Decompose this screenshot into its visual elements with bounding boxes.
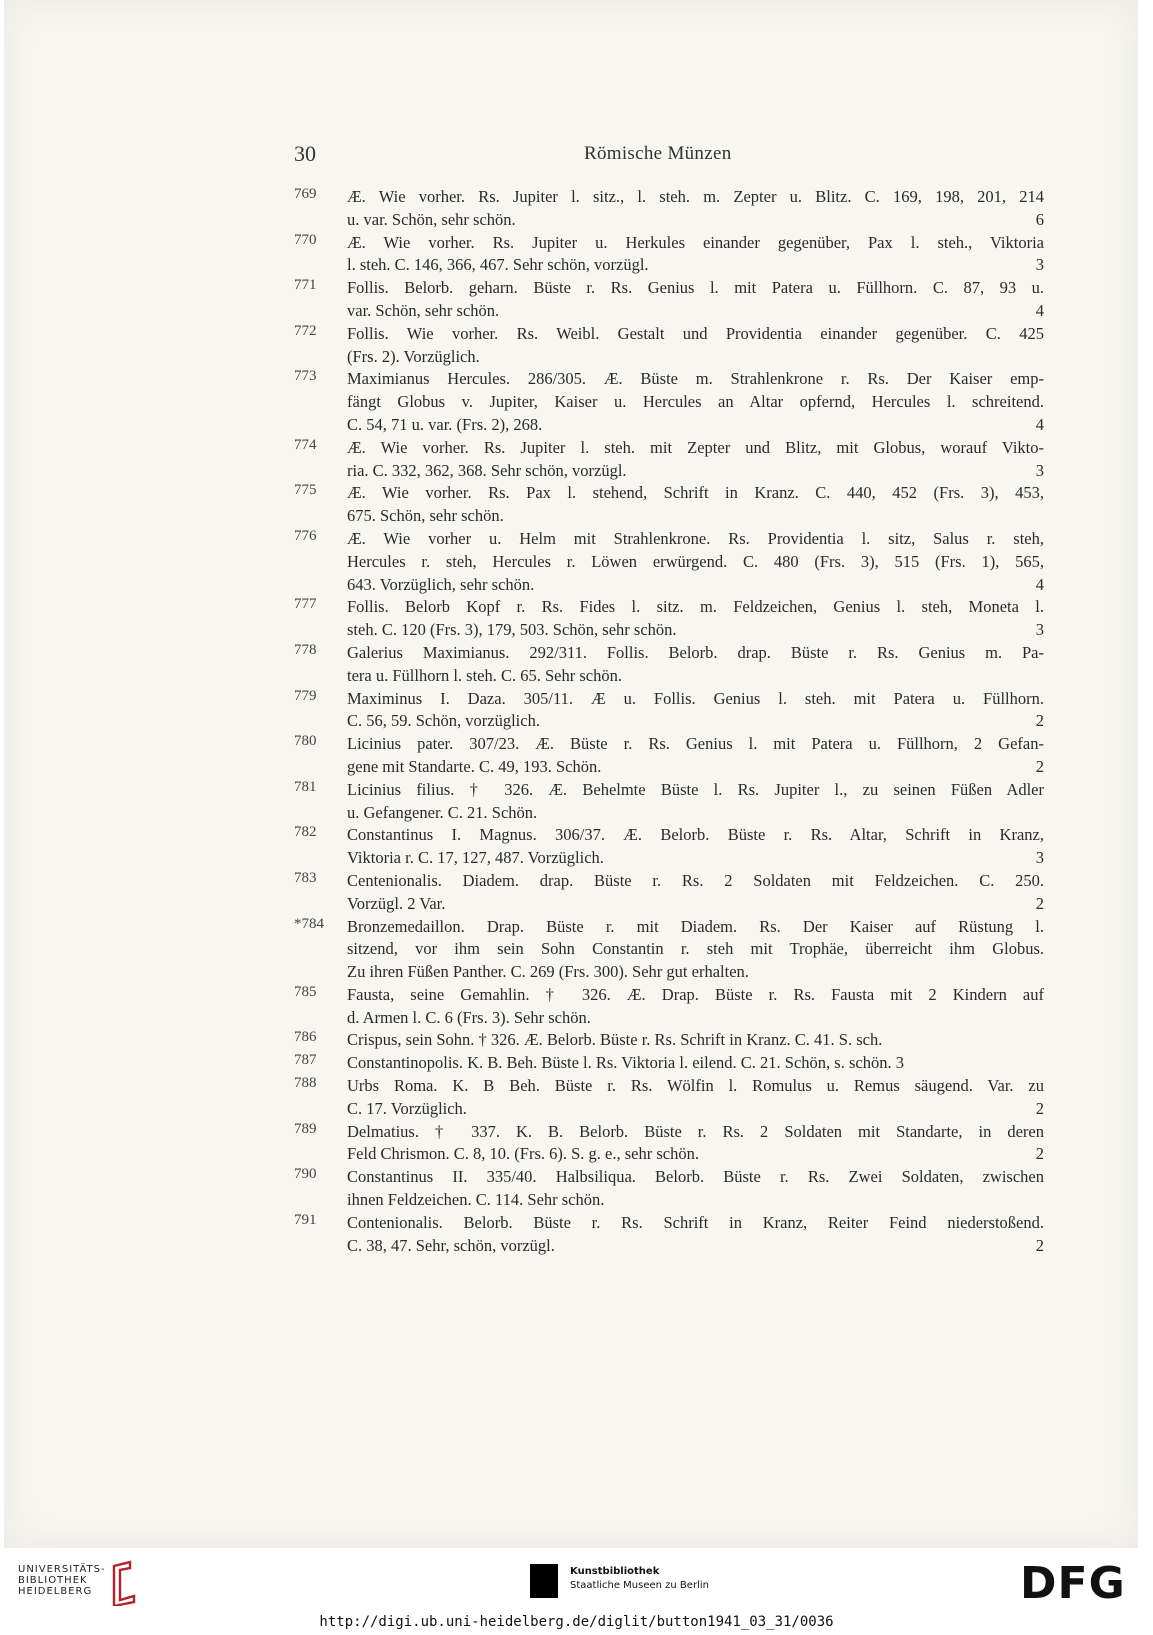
- lot-count: 4: [1035, 574, 1044, 594]
- kunstbibliothek-label[interactable]: [570, 1565, 709, 1593]
- entry-line: Follis. Belorb Kopf r. Rs. Fides l. sitz. m. Feldzeichen, Genius l. steh, Moneta l.: [347, 597, 1044, 617]
- catalogue-entries: [294, 186, 1044, 1257]
- entry-line: Centenionalis. Diadem. drap. Büste r. Rs. 2 Soldaten mit Feldzeichen. C. 250.: [347, 870, 1044, 890]
- catalogue-entry: [294, 482, 1044, 528]
- entry-line: ihnen Feldzeichen. C. 114. Sehr schön.: [347, 1190, 605, 1210]
- entry-number: 779: [294, 687, 317, 704]
- entry-line: Bronzemedaillon. Drap. Büste r. mit Diadem. Rs. Der Kaiser auf Rüstung l.: [347, 916, 1044, 936]
- entry-line: Fausta, seine Gemahlin. † 326. Æ. Drap. Büste r. Rs. Fausta mit 2 Kindern auf: [347, 984, 1044, 1004]
- entry-text: [347, 688, 1044, 734]
- scanned-page: [4, 0, 1138, 1548]
- lot-count: 4: [1035, 300, 1044, 320]
- lot-count: 6: [1035, 209, 1044, 229]
- catalogue-entry: [294, 779, 1044, 825]
- lot-count: 2: [1035, 893, 1044, 913]
- entry-number: 771: [294, 277, 317, 294]
- entry-number: 778: [294, 641, 317, 658]
- catalogue-entry: [294, 277, 1044, 323]
- entry-text: [347, 1075, 1044, 1121]
- entry-number: 781: [294, 778, 317, 795]
- lot-count: 2: [1035, 711, 1044, 731]
- catalogue-entry: [294, 1052, 1044, 1075]
- entry-number: 769: [294, 186, 317, 202]
- entry-line: Feld Chrismon. C. 8, 10. (Frs. 6). S. g. e., sehr schön.: [347, 1144, 699, 1164]
- entry-text: [347, 323, 1044, 369]
- entry-line: Æ. Wie vorher. Rs. Jupiter l. steh. mit Zepter und Blitz, mit Globus, worauf Vikto-: [347, 437, 1044, 457]
- heidelberg-library-logo[interactable]: [18, 1564, 106, 1597]
- entry-number: 772: [294, 322, 317, 339]
- catalogue-entry: [294, 824, 1044, 870]
- dfg-logo[interactable]: DFG: [1020, 1558, 1126, 1609]
- lot-count: 3: [1035, 848, 1044, 868]
- entry-line: Æ. Wie vorher u. Helm mit Strahlenkrone. Rs. Providentia l. sitz, Salus r. steh,: [347, 528, 1044, 548]
- catalogue-entry: [294, 528, 1044, 596]
- entry-line: C. 17. Vorzüglich.: [347, 1098, 467, 1118]
- entry-line: fängt Globus v. Jupiter, Kaiser u. Hercules an Altar opfernd, Hercules l. schreitend.: [347, 392, 1044, 412]
- entry-text: [347, 824, 1044, 870]
- catalogue-entry: [294, 1029, 1044, 1052]
- entry-number: 787: [294, 1052, 317, 1069]
- entry-text: [347, 437, 1044, 483]
- entry-text: [347, 528, 1044, 596]
- catalogue-entry: [294, 186, 1044, 232]
- kb-subtitle: Staatliche Museen zu Berlin: [570, 1580, 709, 1591]
- entry-text: [347, 733, 1044, 779]
- entry-line: Constantinopolis. K. B. Beh. Büste l. Rs. Viktoria l. eilend. C. 21. Schön, s. schön. 3: [347, 1053, 904, 1073]
- lot-count: 2: [1035, 756, 1044, 776]
- entry-text: [347, 779, 1044, 825]
- permalink-url[interactable]: http://digi.ub.uni-heidelberg.de/diglit/button1941_03_31/0036: [319, 1614, 834, 1630]
- library-line-1: UNIVERSITÄTS-: [18, 1564, 106, 1575]
- entry-number: *784: [294, 915, 324, 932]
- entry-text: [347, 984, 1044, 1030]
- entry-number: 777: [294, 596, 317, 613]
- catalogue-entry: [294, 870, 1044, 916]
- entry-line: (Frs. 2). Vorzüglich.: [347, 346, 480, 366]
- entry-line: Constantinus I. Magnus. 306/37. Æ. Belorb. Büste r. Rs. Altar, Schrift in Kranz,: [347, 825, 1044, 845]
- lot-count: 2: [1035, 1144, 1044, 1164]
- entry-text: [347, 916, 1044, 984]
- entry-number: 790: [294, 1166, 317, 1183]
- entry-line: u. var. Schön, sehr schön.: [347, 209, 516, 229]
- library-line-2: BIBLIOTHEK: [18, 1575, 88, 1586]
- entry-line: Zu ihren Füßen Panther. C. 269 (Frs. 300). Sehr gut erhalten.: [347, 962, 749, 982]
- entry-number: 775: [294, 482, 317, 499]
- entry-line: Contenionalis. Belorb. Büste r. Rs. Schrift in Kranz, Reiter Feind niederstoßend.: [347, 1212, 1044, 1232]
- catalogue-entry: [294, 733, 1044, 779]
- entry-text: [347, 1212, 1044, 1258]
- footer-bar: [0, 1548, 1153, 1635]
- kunstbibliothek-logo-icon: [530, 1564, 558, 1598]
- lot-count: 4: [1035, 414, 1044, 434]
- entry-line: 643. Vorzüglich, sehr schön.: [347, 574, 535, 594]
- entry-number: 773: [294, 368, 317, 385]
- entry-line: gene mit Standarte. C. 49, 193. Schön.: [347, 756, 602, 776]
- lot-count: 3: [1035, 620, 1044, 640]
- entry-line: ria. C. 332, 362, 368. Sehr schön, vorzügl.: [347, 460, 627, 480]
- entry-line: steh. C. 120 (Frs. 3), 179, 503. Schön, sehr schön.: [347, 620, 677, 640]
- lot-count: 3: [1035, 255, 1044, 275]
- catalogue-entry: [294, 323, 1044, 369]
- entry-line: tera u. Füllhorn l. steh. C. 65. Sehr schön.: [347, 665, 622, 685]
- library-line-3: HEIDELBERG: [18, 1586, 93, 1597]
- entry-line: Galerius Maximianus. 292/311. Follis. Belorb. drap. Büste r. Rs. Genius m. Pa-: [347, 642, 1044, 662]
- page-number: 30: [294, 141, 316, 166]
- entry-line: Licinius filius. † 326. Æ. Behelmte Büste l. Rs. Jupiter l., zu seinen Füßen Adler: [347, 779, 1044, 799]
- running-title: Römische Münzen: [584, 143, 732, 164]
- catalogue-entry: [294, 984, 1044, 1030]
- entry-line: Æ. Wie vorher. Rs. Jupiter l. sitz., l. steh. m. Zepter u. Blitz. C. 169, 198, 201, 214: [347, 187, 1044, 206]
- lot-count: 2: [1035, 1098, 1044, 1118]
- entry-text: [347, 596, 1044, 642]
- entry-text: [347, 870, 1044, 916]
- entry-line: Constantinus II. 335/40. Halbsiliqua. Belorb. Büste r. Rs. Zwei Soldaten, zwischen: [347, 1167, 1044, 1187]
- catalogue-entry: [294, 596, 1044, 642]
- entry-line: Delmatius. † 337. K. B. Belorb. Büste r. Rs. 2 Soldaten mit Standarte, in deren: [347, 1121, 1044, 1141]
- entry-line: C. 38, 47. Sehr, schön, vorzügl.: [347, 1235, 555, 1255]
- entry-number: 788: [294, 1075, 317, 1092]
- entry-number: 782: [294, 824, 317, 841]
- entry-line: Æ. Wie vorher. Rs. Jupiter u. Herkules einander gegenüber, Pax l. steh., Viktoria: [347, 232, 1044, 252]
- entry-number: 789: [294, 1120, 317, 1137]
- entry-line: C. 56, 59. Schön, vorzüglich.: [347, 711, 540, 731]
- catalogue-entry: [294, 1121, 1044, 1167]
- entry-line: Maximianus Hercules. 286/305. Æ. Büste m. Strahlenkrone r. Rs. Der Kaiser emp-: [347, 369, 1044, 389]
- entry-text: [347, 1029, 1044, 1052]
- entry-number: 774: [294, 436, 317, 453]
- catalogue-entry: [294, 368, 1044, 436]
- catalogue-entry: [294, 1212, 1044, 1258]
- entry-line: Hercules r. steh, Hercules r. Löwen erwürgend. C. 480 (Frs. 3), 515 (Frs. 1), 565,: [347, 551, 1044, 571]
- entry-line: Urbs Roma. K. B Beh. Büste r. Rs. Wölfin l. Romulus u. Remus säugend. Var. zu: [347, 1076, 1044, 1096]
- entry-line: 675. Schön, sehr schön.: [347, 506, 504, 526]
- entry-line: Crispus, sein Sohn. † 326. Æ. Belorb. Büste r. Rs. Schrift in Kranz. C. 41. S. sch.: [347, 1030, 883, 1050]
- entry-line: sitzend, vor ihm sein Sohn Constantin r. steh mit Trophäe, überreicht ihm Globus.: [347, 939, 1044, 959]
- entry-text: [347, 1166, 1044, 1212]
- entry-text: [347, 642, 1044, 688]
- entry-line: l. steh. C. 146, 366, 467. Sehr schön, vorzügl.: [347, 255, 649, 275]
- entry-line: Licinius pater. 307/23. Æ. Büste r. Rs. Genius l. mit Patera u. Füllhorn, 2 Gefan-: [347, 734, 1044, 754]
- entry-text: [347, 368, 1044, 436]
- entry-line: Follis. Wie vorher. Rs. Weibl. Gestalt und Providentia einander gegenüber. C. 425: [347, 323, 1044, 343]
- entry-line: Æ. Wie vorher. Rs. Pax l. stehend, Schrift in Kranz. C. 440, 452 (Frs. 3), 453,: [347, 483, 1044, 503]
- entry-line: d. Armen l. C. 6 (Frs. 3). Sehr schön.: [347, 1007, 591, 1027]
- lot-count: 2: [1035, 1235, 1044, 1255]
- entry-number: 791: [294, 1211, 317, 1228]
- entry-number: 786: [294, 1029, 317, 1046]
- entry-text: [347, 482, 1044, 528]
- entry-line: u. Gefangener. C. 21. Schön.: [347, 802, 538, 822]
- lot-count: 3: [1035, 460, 1044, 480]
- entry-number: 785: [294, 983, 317, 1000]
- entry-line: Vorzügl. 2 Var.: [347, 893, 446, 913]
- catalogue-entry: [294, 437, 1044, 483]
- entry-number: 783: [294, 869, 317, 886]
- entry-line: Maximinus I. Daza. 305/11. Æ u. Follis. Genius l. steh. mit Patera u. Füllhorn.: [347, 688, 1044, 708]
- entry-number: 776: [294, 527, 317, 544]
- entry-line: Viktoria r. C. 17, 127, 487. Vorzüglich.: [347, 848, 604, 868]
- catalogue-entry: [294, 688, 1044, 734]
- entry-number: 770: [294, 231, 317, 248]
- entry-text: [347, 186, 1044, 232]
- entry-text: [347, 1121, 1044, 1167]
- catalogue-entry: [294, 1166, 1044, 1212]
- entry-text: [347, 232, 1044, 278]
- entry-line: C. 54, 71 u. var. (Frs. 2), 268.: [347, 414, 543, 434]
- kb-title: Kunstbibliothek: [570, 1566, 660, 1577]
- catalogue-entry: [294, 232, 1044, 278]
- entry-line: var. Schön, sehr schön.: [347, 300, 500, 320]
- entry-text: [347, 277, 1044, 323]
- entry-text: [347, 1052, 1044, 1075]
- catalogue-entry: [294, 1075, 1044, 1121]
- catalogue-entry: [294, 642, 1044, 688]
- entry-number: 780: [294, 733, 317, 750]
- entry-line: Follis. Belorb. geharn. Büste r. Rs. Genius l. mit Patera u. Füllhorn. C. 87, 93 u.: [347, 278, 1044, 298]
- heidelberg-mark-icon: [108, 1560, 138, 1606]
- catalogue-entry: [294, 916, 1044, 984]
